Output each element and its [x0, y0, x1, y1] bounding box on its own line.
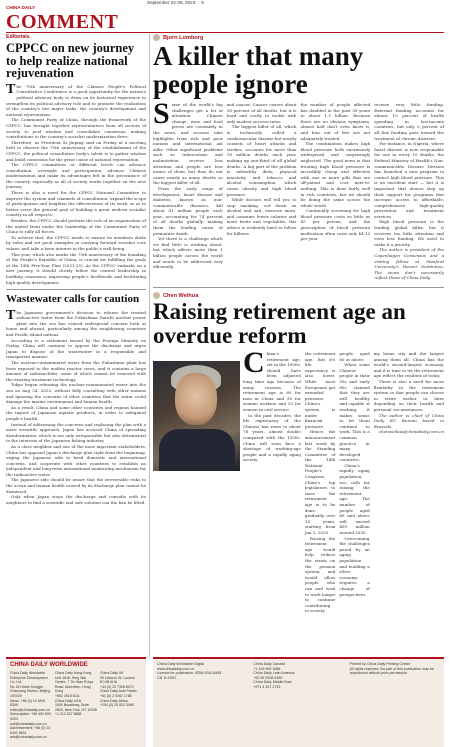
footer-columns: [10, 671, 142, 740]
commentary-paragraph: Raising the retirement age would help reduce the strain on the pension system, and would allow people who can and wish to work longer to continue contributing to society.: [304, 535, 336, 614]
opinion-paragraph: High blood pressure is the leading global killer, but it receives too little attention and even less funding. We need to make it a priority.: [374, 219, 444, 247]
drop-cap: T: [6, 307, 16, 323]
masthead-date: September 22-28, 2023: [147, 0, 196, 5]
lead-editorial-title: CPPCC on new journey to help realize national rejuvenation: [6, 41, 135, 81]
footer-right: [153, 657, 444, 747]
commentary-paragraph: the retirement age. But it's life expectancy is also lower. While most Europeans get extended pensions, China's system is under financial pressure.: [304, 351, 336, 429]
commentary-paragraph: China's rapidly aging population, too, calls for raising the retirement age. The number of people aged 60 and above will exceed 400 million around 2035.: [339, 462, 370, 535]
lead-editorial-paragraph: The 75th anniversary of the Chinese People's Political Consultative Conference is a good opportunity for the nation's political advisory body to draw on its historical experience to strengthen its political advisory role and to promote the realization of the country's two major tasks: the country's development and national rejuvenation.: [6, 81, 146, 117]
second-editorial-paragraph: The Japanese government's decision to release the treated radioactive water from the Fukushima Daiichi nuclear power plant into the sea has caused widespread concern both at home and abroad, particularly among the neighboring countries and Pacific island nations.: [6, 307, 146, 338]
opinion-col-2: [227, 102, 297, 281]
divider: [153, 287, 444, 288]
section-title: COMMENT: [6, 11, 119, 33]
lead-editorial-paragraph: This year, which also marks the 75th anniversary of the founding of the People's Republic of China, is crucial for fulfilling the goals of the 14th Five-Year Plan (2021-25). As the CPPCC embarks on a new journey, it should closely follow the central leadership in building consensus, improving people's livelihoods and facilitating high-quality development.: [6, 251, 146, 285]
footer-column: China Daily Worldwide Enterprise Development Co. Ltd. No 15 Huixin Dongjie, Chaoyang District, Beijing 100029 News: +86 (0) 10 6491 8366 editor@chinadaily.com.cn Subscription: +86 400 699 0203 sub@chinadaily.com.cn Advertisement: +86 (0) 10 6491 8631 ads@chinadaily.com.cn: [10, 671, 51, 740]
lead-editorial-paragraph: The CPPCC committees at different levels can advance consultation, oversight and participation, advance Chinese modernization and make its advantages felt in the governance of the country, especially as all of society works together on the new journey.: [6, 162, 146, 190]
commentary-email: chenweihua@chinadaily.com.cn: [378, 429, 444, 435]
second-editorial-paragraph: The Japanese side should be aware that the irreversible risks to the ocean and human health caused by its discharge plan cannot be dismissed.: [6, 477, 146, 494]
commentary-col-4: [374, 351, 444, 614]
opinion-paragraph: The combination makes high blood pressure both enormously widespread and surprisingly neglected. The good news is that treating high blood pressure is incredibly cheap and effective with one or more pills that are off-patent and cost next-to-nothing. This is done fairly well in rich countries, but we should be doing the same across the whole world.: [300, 141, 371, 208]
commentary-paragraph: Hence, the announcement last week by the Standing Committee of the 14th National People's Congress, China's top legislature, to raise the retirement age is to be done gradually over 15 years, starting from Jan 1, 2025.: [304, 429, 336, 535]
divider: [6, 289, 146, 290]
author-photo: [153, 361, 240, 471]
footer-left: [6, 657, 146, 747]
commentary-col-2: [305, 351, 335, 614]
editorials-column: [6, 34, 146, 747]
page-number: 9: [201, 0, 204, 5]
second-editorial-title: Wastewater calls for caution: [6, 293, 140, 306]
opinion-paragraph: Yet there is a challenge which we find little is working about, but which affects more than 1 billion people across the world and needs to be addressed very efficiently.: [153, 236, 223, 270]
second-editorial-paragraph: Only when Japan stops the discharge and consults with its neighbors to find a scientific and safe solution can the ban be lifted.: [6, 494, 146, 505]
commentary-paragraph: my home city and the largest among them all. China has the world's second-largest economy, and it is time to let the retirement age reflect the realities of today.: [373, 351, 444, 379]
opinion-paragraph: Continually screening for high blood pressure costs as little as 45 per person, and the prescription of blood pressure medication often costs only $4-13 per year.: [300, 208, 371, 242]
commentary-paragraph: There is also a need for more flexibility in the retirement system so that people can choose to retire earlier or later depending on their health and personal circumstances.: [373, 378, 444, 412]
opinion-byline: Bjorn Lomborg: [153, 34, 444, 41]
photo-suit: [159, 429, 235, 471]
footer-column: China Daily Hong Kong Unit 1818, Hing Wai Centre, 7 Tin Wan Praya Road, Aberdeen, Hong Kong +852 2518 5111 China Daily USA 1500 Broadway, Suite 2800, New York, NY 10036 +1 212 537 8888: [55, 671, 97, 717]
commentary-byline: Chen Weihua: [153, 292, 444, 299]
opinion-title: A killer that many people ignore: [153, 41, 364, 99]
editorials-label: Editorials: [6, 34, 30, 40]
opinion-paragraph: and cancer. Cancer causes about 16 percent of all deaths, but it is hard and costly to tackle with only modest success rates.: [226, 102, 297, 124]
opinion-paragraph: While doctors will tell you to stop smoking, cut down on alcohol and salt, exercise more, and consume fewer calories and more fruits and vegetables, this advice is evidently hard to follow for billions.: [226, 197, 297, 236]
opinion-column: [153, 34, 444, 747]
second-editorial-paragraph: According to a statement issued by the Foreign Ministry on Friday, China will continue to oppose the discharge and urges Japan to dispose of the wastewater in a responsible and transparent manner.: [6, 337, 146, 360]
second-editorial-paragraph: Tokyo began releasing the nuclear-contaminated water into the sea on Aug 24, 2023, without fully consulting with other nations and ignoring the concerns of other countries that the water could damage the marine environment and human health.: [6, 382, 146, 405]
second-editorial-paragraph: The nuclear-contaminated water from the Fukushima plant has been exposed to the molten reactor cores, and it contains a large amount of radionuclides, some of which cannot be removed with the existing treatment technology.: [6, 360, 146, 382]
second-editorial-paragraph: As a close neighbor and one of the most important stakeholders, China has opposed Japan's discharge plan right from the beginning, urging the Japanese side to heed domestic and international concerns, and cooperate with other countries to establish an independent and long-term international monitoring mechanism for the radioactive water.: [6, 443, 146, 477]
opinion-paragraph: the number of people affected has doubled in the past 30 years to about 1.3 billion. Because there are no obvious symptoms, almost half don't even know it, and four out of five are not adequately treated.: [300, 102, 371, 141]
lead-editorial-paragraph: Therefore, as President Xi Jinping said on Friday at a meeting held to observe the 75th anniversary of the establishment of the CPPCC, the political consultative body's talent is to gather wisdom and build consensus for the great cause of national rejuvenation.: [6, 139, 146, 162]
opinion-paragraph: The biggest killer of all, which is technically called a cardiovascular disease but mostly consists of heart attacks and strokes, accounts for more than 18 million deaths each year, making up one-third of all global deaths. A big part of the problem is unhealthy diets, physical inactivity, and tobacco and alcohol consumption, which cause obesity and high blood pressure.: [226, 124, 297, 197]
opinion-columns: [153, 97, 444, 281]
second-editorial-paragraph: As a result, China and some other countries and regions banned the import of Japanese aquatic products, in order to safeguard people's health.: [6, 404, 146, 421]
drop-cap: T: [6, 81, 16, 97]
masthead-bar: [6, 0, 444, 11]
commentary-paragraph: When some Chinese people in their 50s and early 60s claimed that they are still healthy and capable of working, it makes sense to let them continue to work. This is a common practice in many developed countries.: [339, 362, 370, 463]
opinion-col-4: [374, 102, 444, 281]
footer-brand: CHINA DAILY WORLDWIDE: [10, 662, 88, 668]
commentary-paragraph: In the past decades, the life expectancy of the Chinese has risen to about 78 years, almost double compared with the 1950s. China will soon face a shortage of working-age people and a rapidly aging society.: [243, 412, 301, 463]
lead-editorial-paragraph: The Communist Party of China, through the framework of the CPPCC, has brought together representatives from all sectors of society to pool wisdom and consolidate consensus, making contributions to the country's socialist modernization drive.: [6, 117, 146, 140]
opinion-col-1: [153, 97, 223, 281]
footer-column: Printed by China Daily Printing Center All rights reserved. No part of this publication may be reproduced without prior permission.: [349, 662, 434, 676]
footer-column: China Daily Worldwide Digital www.chinadaily.com.cn Licence for publication: ISSN 0254-8445 CN 11-0091: [157, 662, 222, 680]
author-avatar: [153, 34, 160, 41]
opinion-paragraph: For instance, in Nigeria, where heart disease is now responsible for one in every 10 deaths, the Federal Ministry of Health's Non-communicable Disease Division has launched a new program to control high blood pressure. This is an excellent start — but it is important that donors step up their support for programs that increase access to affordable, comprehensive high-quality prevention and treatment services.: [374, 141, 444, 219]
commentary-article: [153, 346, 444, 614]
second-editorial-paragraph: Instead of addressing the concerns and replacing the plan with a more scientific approach, Japan has accused China of spreading disinformation, which is not only irresponsible but also detrimental to the interests of the Japanese fishing industry.: [6, 421, 146, 444]
lead-editorial-paragraph: There is also a need for the CPPCC National Committee to improve the system and channels of consultation, expand the scope of participation and heighten the effectiveness of its work, so as to better serve the general goal of building a great modern socialist country in all respects.: [6, 190, 146, 218]
commentary-paragraph: people aged 60 or above.: [339, 351, 370, 362]
lead-editorial-paragraph: To achieve that, the CPPCC needs to ensure its members abide by rules and set good examples in carrying forward socialist core values, and take a keen interest in the public's well-being.: [6, 234, 146, 251]
opinion-paragraph: Some of the world's big challenges get a lot of attention. Climate change, wars and food prices are constantly in the news, and rescues take highlights from rich and poor nations and international aid alike. Other significant problems such as tuberculosis and malnutrition receive less attention and people are less aware of them, but they do not cause nearly as many deaths as the biggest killer of all.: [153, 97, 223, 186]
footer-column: China Daily Canada +1 416 599 1888 China Daily Latin America +52 55 5208 6180 China Daily Middle East +971 4 397 2733: [253, 662, 295, 689]
second-editorial-body: [6, 307, 146, 506]
masthead-brand: CHINA DAILY: [6, 4, 36, 10]
opinion-col-3: [301, 102, 371, 281]
author-avatar: [153, 292, 160, 299]
lead-editorial-paragraph: Besides, the CPPCC should perform the role of an organization of the united front under the leadership of the Communist Party of China to rally all forces.: [6, 218, 146, 235]
drop-cap: S: [153, 97, 170, 130]
content-columns: [6, 34, 444, 747]
photo-face: [175, 373, 217, 425]
opinion-article: [153, 97, 444, 281]
footer-column: China Daily UK 90 Cannon St, London EC4N 6HA +44 (0) 20 7398 8270 China Daily Asia Pacific +61 (0) 2 9262 1788 China Daily Africa +254 (0) 20 522 3498: [100, 671, 137, 708]
commentary-title: Raising retirement age an overdue reform: [153, 299, 406, 348]
drop-cap: C: [243, 346, 265, 379]
opinion-author-note: The author is president of the Copenhagen Consensus and a visiting fellow at Stanford University's Hoover Institution. The views don't necessarily reflect those of China Daily.: [374, 247, 444, 281]
lead-editorial-body: [6, 81, 146, 285]
column-divider: [149, 34, 150, 657]
opinion-paragraph: receive very little funding. External funding accounts for almost 10 percent of health spending in low-income countries, but only 2 percent of all this funding goes toward the treatment of chronic diseases.: [374, 102, 444, 141]
commentary-paragraph: China's retirement age, set in the 1950s, should have been adjusted long time ago because of many reasons. The retirement age is 60 for men in China and 50 for women workers and 55 for women in civil service.: [243, 346, 301, 412]
commentary-paragraph: Overcoming the challenges posed by an aging population and building a silver economy requires a change of perspectives.: [339, 535, 370, 597]
commentary-col-3: [339, 351, 369, 614]
opinion-paragraph: From the early stage of development, heart disease and diabetes, known as non-communicable diseases, kill about 41 million people each year, accounting for 74 percent of all deaths globally, making them the leading cause of premature death.: [153, 185, 223, 236]
commentary-author-note: The author is chief of China Daily EU Bureau based in Brussels.: [373, 412, 444, 429]
